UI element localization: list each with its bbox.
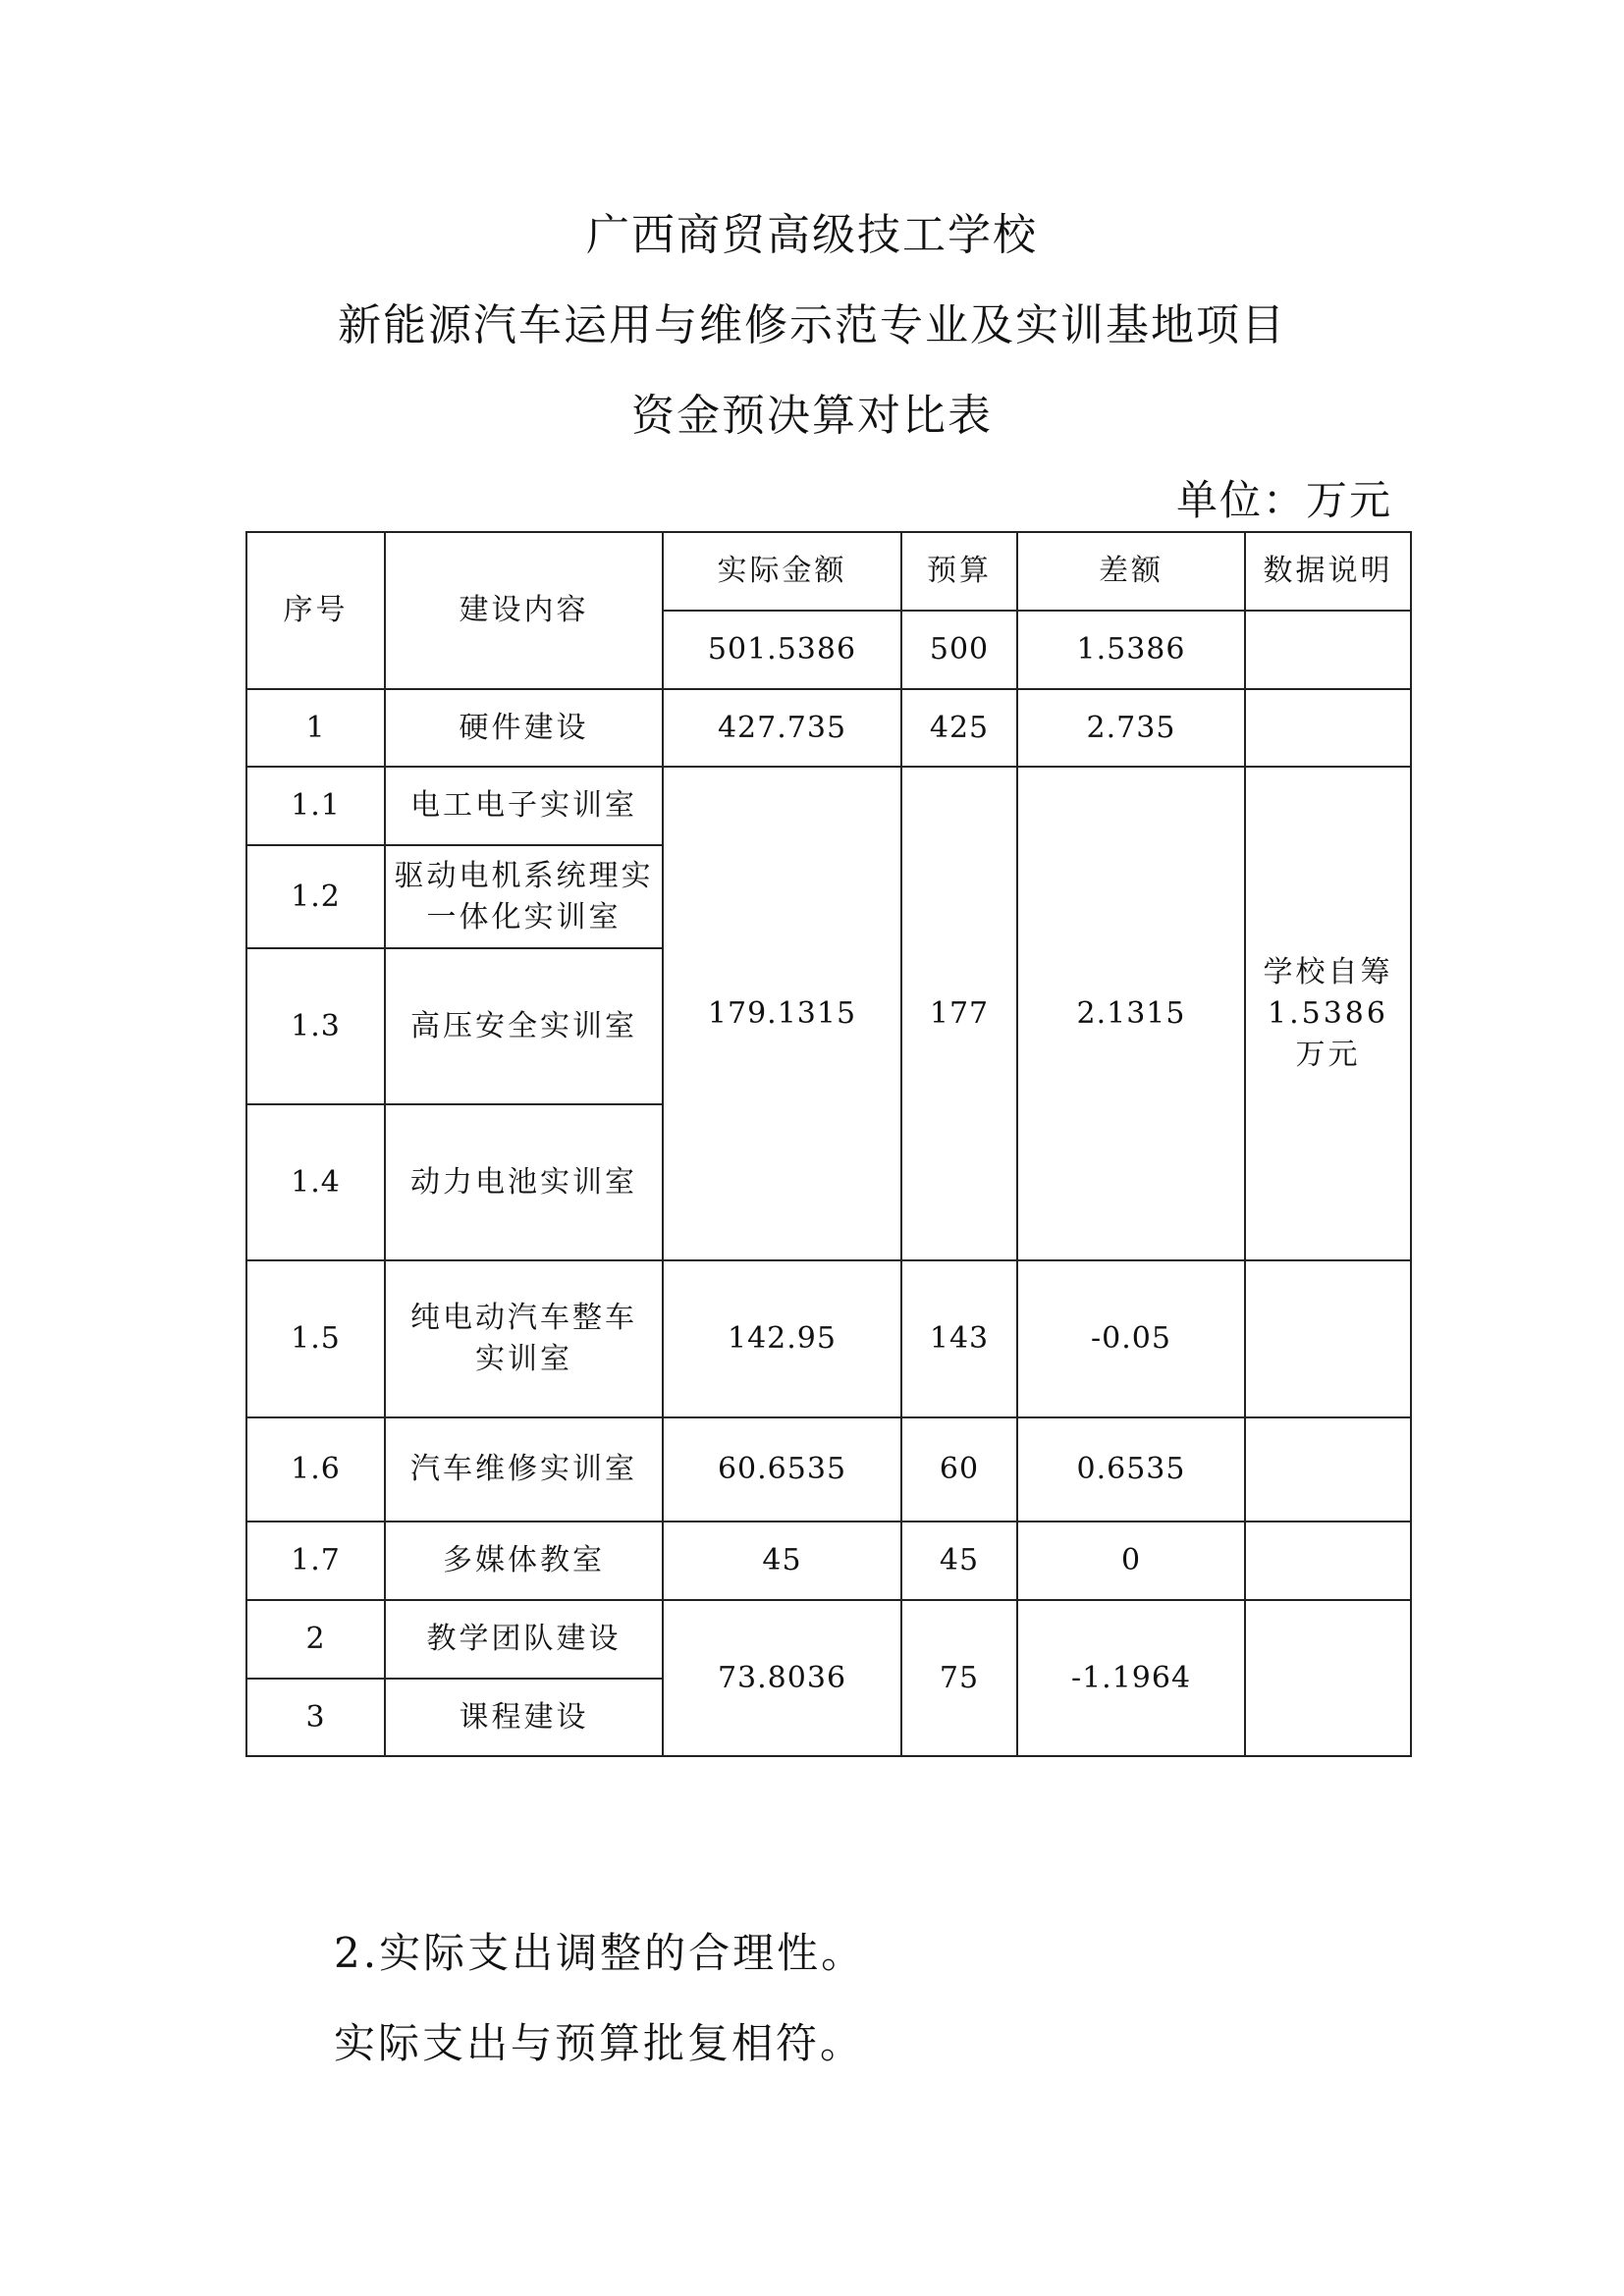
total-actual: 501.5386 [663, 611, 901, 689]
paragraph-heading: 2.实际支出调整的合理性。 [334, 1929, 866, 1977]
row-content: 教学团队建设 [385, 1600, 663, 1679]
table-header-row [246, 532, 1411, 611]
total-note [1245, 611, 1411, 689]
row-seq: 1.5 [246, 1260, 385, 1417]
row-diff: 0 [1017, 1522, 1245, 1600]
row-diff: -0.05 [1017, 1260, 1245, 1417]
paragraph-text: 实际支出与预算批复相符。 [334, 2019, 865, 2067]
budget-comparison-table [245, 531, 1412, 1757]
header-seq: 序号 [246, 532, 385, 689]
row-content: 课程建设 [385, 1679, 663, 1756]
header-actual: 实际金额 [663, 532, 901, 611]
document-title-line-1: 广西商贸高级技工学校 [586, 210, 1038, 260]
row-seq: 1.6 [246, 1417, 385, 1522]
row-seq: 1.1 [246, 767, 385, 845]
group-budget: 75 [901, 1600, 1017, 1756]
row-actual: 60.6535 [663, 1417, 901, 1522]
header-budget: 预算 [901, 532, 1017, 611]
group-budget: 177 [901, 767, 1017, 1260]
row-budget: 143 [901, 1260, 1017, 1417]
header-diff: 差额 [1017, 532, 1245, 611]
row-content: 动力电池实训室 [385, 1104, 663, 1260]
row-note [1245, 1260, 1411, 1417]
group-diff: -1.1964 [1017, 1600, 1245, 1756]
table-row [246, 1260, 1411, 1417]
row-budget: 60 [901, 1417, 1017, 1522]
document-title-line-3: 资金预决算对比表 [631, 391, 993, 441]
total-diff: 1.5386 [1017, 611, 1245, 689]
row-actual: 45 [663, 1522, 901, 1600]
row-content: 硬件建设 [385, 689, 663, 767]
total-budget: 500 [901, 611, 1017, 689]
row-note [1245, 689, 1411, 767]
row-seq: 3 [246, 1679, 385, 1756]
group-actual: 179.1315 [663, 767, 901, 1260]
table-row [246, 1522, 1411, 1600]
document-title-line-2: 新能源汽车运用与维修示范专业及实训基地项目 [338, 300, 1286, 350]
row-budget: 425 [901, 689, 1017, 767]
table-row [246, 767, 1411, 845]
table-row [246, 1600, 1411, 1679]
row-seq: 2 [246, 1600, 385, 1679]
row-budget: 45 [901, 1522, 1017, 1600]
row-diff: 2.735 [1017, 689, 1245, 767]
row-content: 汽车维修实训室 [385, 1417, 663, 1522]
row-content: 驱动电机系统理实一体化实训室 [385, 845, 663, 948]
header-content: 建设内容 [385, 532, 663, 689]
row-seq: 1.2 [246, 845, 385, 948]
table-row [246, 1417, 1411, 1522]
group-diff: 2.1315 [1017, 767, 1245, 1260]
row-seq: 1 [246, 689, 385, 767]
table-row [246, 689, 1411, 767]
row-content: 电工电子实训室 [385, 767, 663, 845]
row-seq: 1.3 [246, 948, 385, 1104]
header-note: 数据说明 [1245, 532, 1411, 611]
row-seq: 1.4 [246, 1104, 385, 1260]
row-note [1245, 1522, 1411, 1600]
row-actual: 142.95 [663, 1260, 901, 1417]
group-note: 学校自筹1.5386万元 [1245, 767, 1411, 1260]
unit-label: 单位：万元 [1175, 476, 1392, 524]
row-content: 多媒体教室 [385, 1522, 663, 1600]
row-actual: 427.735 [663, 689, 901, 767]
row-diff: 0.6535 [1017, 1417, 1245, 1522]
group-actual: 73.8036 [663, 1600, 901, 1756]
row-note [1245, 1417, 1411, 1522]
group-note [1245, 1600, 1411, 1756]
row-content: 高压安全实训室 [385, 948, 663, 1104]
row-seq: 1.7 [246, 1522, 385, 1600]
row-content: 纯电动汽车整车实训室 [385, 1260, 663, 1417]
